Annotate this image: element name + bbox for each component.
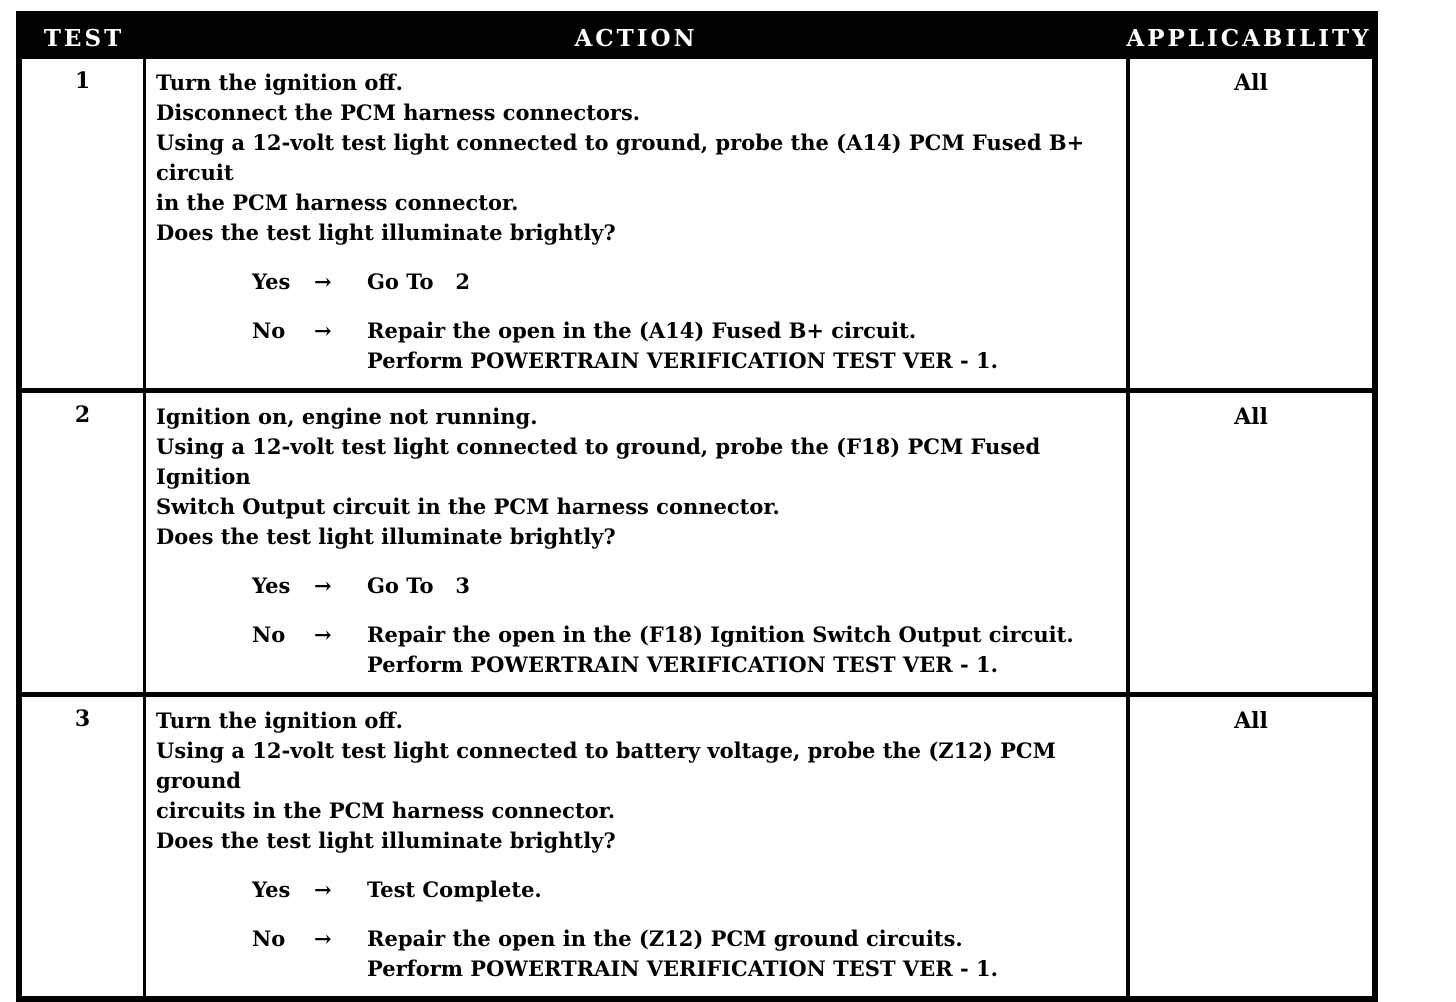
applicability-cell: All: [1234, 708, 1268, 734]
yes-branch: [156, 267, 1118, 297]
no-branch: [156, 620, 1118, 680]
branch-answer-label: No: [252, 926, 286, 951]
action-line: Using a 12-volt test light connected to battery voltage, probe the (Z12) PCM ground: [156, 738, 1064, 793]
branch-answer-label: Yes: [252, 573, 291, 598]
table-row: [22, 388, 1372, 692]
branch-result: [367, 316, 1118, 376]
branch-answer-label: Yes: [252, 269, 291, 294]
action-line: Using a 12-volt test light connected to ground, probe the (A14) PCM Fused B+ circuit: [156, 130, 1092, 185]
test-number-cell: 2: [22, 393, 146, 692]
action-line: Does the test light illuminate brightly?: [156, 220, 616, 245]
applicability-cell: All: [1234, 70, 1268, 96]
table-row: [22, 59, 1372, 388]
branch-answer-label: No: [252, 318, 286, 343]
applicability-cell: All: [1234, 404, 1268, 430]
result-line: Repair the open in the (Z12) PCM ground circuits.: [367, 926, 963, 951]
yes-branch: [156, 571, 1118, 601]
diagnostic-test-table: [16, 11, 1378, 1002]
branch-result: [367, 875, 1118, 905]
column-header-action: ACTION: [574, 24, 698, 52]
arrow-right-icon: →: [314, 318, 332, 343]
result-line: Test Complete.: [367, 877, 542, 902]
branch-result: [367, 267, 1118, 297]
result-line: Go To 3: [367, 573, 471, 598]
branch-result: [367, 620, 1118, 680]
column-header-applicability: APPLICABILITY: [1126, 24, 1372, 52]
action-line: Switch Output circuit in the PCM harness connector.: [156, 494, 780, 519]
action-line: Does the test light illuminate brightly?: [156, 828, 616, 853]
arrow-right-icon: →: [314, 926, 332, 951]
action-line: Disconnect the PCM harness connectors.: [156, 100, 641, 125]
branch-answer-label: No: [252, 622, 286, 647]
result-line: Repair the open in the (A14) Fused B+ circuit.: [367, 318, 917, 343]
branch-answer-label: Yes: [252, 877, 291, 902]
result-line: Go To 2: [367, 269, 471, 294]
arrow-right-icon: →: [314, 269, 332, 294]
arrow-right-icon: →: [314, 573, 332, 598]
action-cell: [146, 697, 1130, 996]
arrow-right-icon: →: [314, 877, 332, 902]
action-line: Ignition on, engine not running.: [156, 404, 538, 429]
no-branch: [156, 316, 1118, 376]
action-line: Turn the ignition off.: [156, 708, 403, 733]
table-header-row: [22, 17, 1372, 59]
action-line: Using a 12-volt test light connected to ground, probe the (F18) PCM Fused Ignition: [156, 434, 1048, 489]
action-line: circuits in the PCM harness connector.: [156, 798, 616, 823]
action-cell: [146, 393, 1130, 692]
test-number-cell: 3: [22, 697, 146, 996]
result-line: Perform POWERTRAIN VERIFICATION TEST VER - 1.: [367, 652, 998, 677]
result-line: Perform POWERTRAIN VERIFICATION TEST VER - 1.: [367, 348, 998, 373]
yes-branch: [156, 875, 1118, 905]
action-line: Turn the ignition off.: [156, 70, 403, 95]
no-branch: [156, 924, 1118, 984]
result-line: Perform POWERTRAIN VERIFICATION TEST VER - 1.: [367, 956, 998, 981]
column-header-test: TEST: [43, 24, 125, 52]
table-row: [22, 692, 1372, 996]
branch-result: [367, 571, 1118, 601]
arrow-right-icon: →: [314, 622, 332, 647]
result-line: Repair the open in the (F18) Ignition Switch Output circuit.: [367, 622, 1074, 647]
action-cell: [146, 59, 1130, 388]
test-number-cell: 1: [22, 59, 146, 388]
action-line: in the PCM harness connector.: [156, 190, 519, 215]
branch-result: [367, 924, 1118, 984]
action-line: Does the test light illuminate brightly?: [156, 524, 616, 549]
